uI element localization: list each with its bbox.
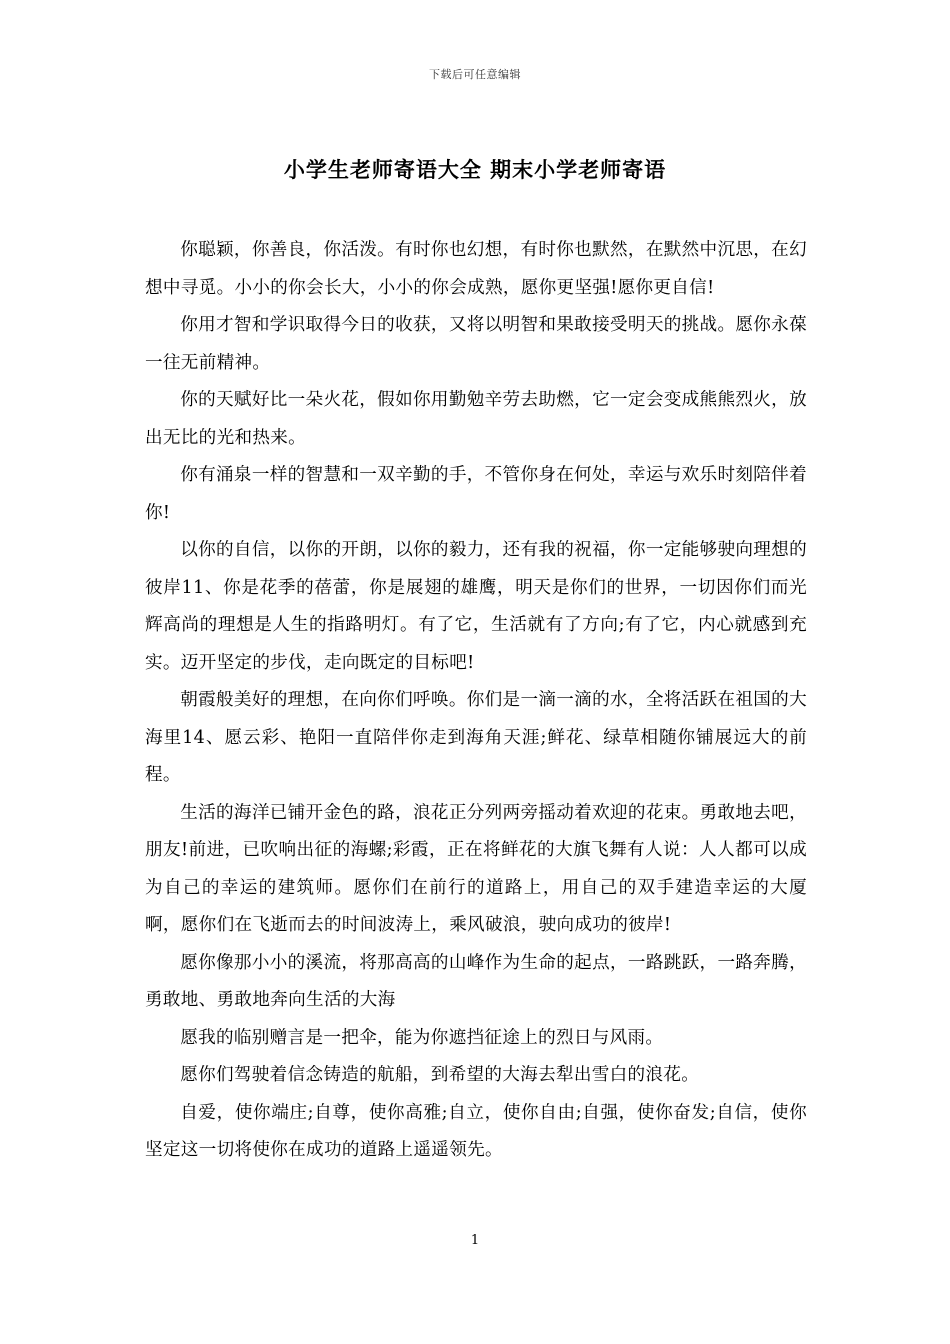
paragraph: 愿你像那小小的溪流，将那高高的山峰作为生命的起点，一路跳跃，一路奔腾，勇敢地、勇敢地奔向生活的大海 — [145, 952, 807, 1010]
header-note: 下载后可任意编辑 — [429, 68, 521, 81]
paragraph: 自爱，使你端庄;自尊，使你高雅;自立，使你自由;自强，使你奋发;自信，使你坚定这一切将使你在成功的道路上遥遥领先。 — [145, 1102, 807, 1160]
paragraph: 你有涌泉一样的智慧和一双辛勤的手，不管你身在何处，幸运与欢乐时刻陪伴着你! — [145, 465, 807, 523]
paragraph: 你用才智和学识取得今日的收获，又将以明智和果敢接受明天的挑战。愿你永葆一往无前精神。 — [145, 315, 807, 373]
paragraph: 生活的海洋已铺开金色的路，浪花正分列两旁摇动着欢迎的花束。勇敢地去吧，朋友!前进，已吹响出征的海螺;彩霞，正在将鲜花的大旗飞舞有人说：人人都可以成为自己的幸运的建筑师。愿你们在前行的道路上，用自己的双手建造幸运的大厦啊，愿你们在飞逝而去的时间波涛上，乘风破浪，驶向成功的彼岸! — [145, 802, 807, 935]
document-title: 小学生老师寄语大全 期末小学老师寄语 — [283, 158, 667, 182]
paragraph: 你聪颖，你善良，你活泼。有时你也幻想，有时你也默然，在默然中沉思，在幻想中寻觅。小小的你会长大，小小的你会成熟，愿你更坚强!愿你更自信! — [145, 240, 807, 298]
page-number: 1 — [470, 1233, 480, 1248]
paragraph: 朝霞般美好的理想，在向你们呼唤。你们是一滴一滴的水，全将活跃在祖国的大海里14、愿云彩、艳阳一直陪伴你走到海角天涯;鲜花、绿草相随你铺展远大的前程。 — [145, 690, 807, 785]
paragraph: 以你的自信，以你的开朗，以你的毅力，还有我的祝福，你一定能够驶向理想的彼岸11、你是花季的蓓蕾，你是展翅的雄鹰，明天是你们的世界，一切因你们而光辉高尚的理想是人生的指路明灯。有了它，生活就有了方向;有了它，内心就感到充实。迈开坚定的步伐，走向既定的目标吧! — [145, 540, 807, 673]
paragraph: 愿我的临别赠言是一把伞，能为你遮挡征途上的烈日与风雨。 — [180, 1027, 664, 1048]
document-body — [145, 232, 807, 1170]
paragraph: 你的天赋好比一朵火花，假如你用勤勉辛劳去助燃，它一定会变成熊熊烈火，放出无比的光和热来。 — [145, 390, 807, 448]
paragraph: 愿你们驾驶着信念铸造的航船，到希望的大海去犁出雪白的浪花。 — [180, 1065, 700, 1085]
